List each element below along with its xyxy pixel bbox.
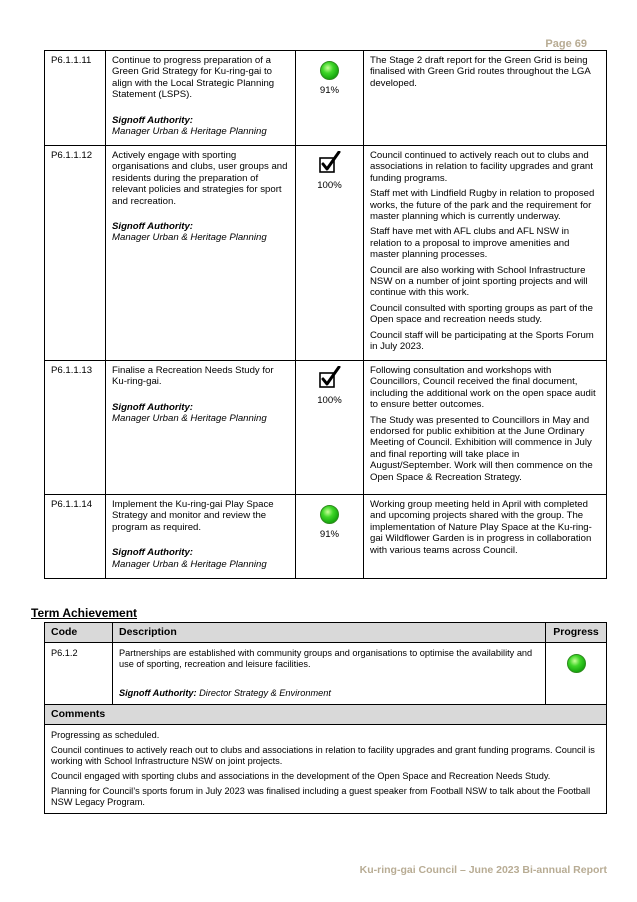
comment-text: Working group meeting held in April with completed and upcoming projects shared with the group. The implementation of Nature Play Space at the Ku-ring-gai Wildflower Garden is in progress in collaboration with various teams across Council. xyxy=(370,499,592,556)
comment-text: Council engaged with sporting clubs and associations in the development of the Open Space and Recreation Needs Study. xyxy=(51,771,551,781)
progress-cell xyxy=(296,361,364,495)
signoff-label: Signoff Authority: xyxy=(112,401,193,413)
table-row xyxy=(45,146,607,361)
comment-text: Staff have met with AFL clubs and AFL NSW in relation to a proposal to improve amenities and master planning processes. xyxy=(370,226,570,261)
column-header-code: Code xyxy=(45,623,113,643)
progress-cell xyxy=(546,643,607,705)
page-number: Page 69 xyxy=(545,38,587,50)
action-code: P6.1.1.13 xyxy=(45,361,106,495)
green-light-icon xyxy=(567,654,586,673)
table-row xyxy=(45,361,607,495)
term-code: P6.1.2 xyxy=(45,643,113,705)
table-row xyxy=(45,51,607,146)
progress-cell xyxy=(296,495,364,579)
comment-text: Following consultation and workshops with Councillors, Council received the final document, including the additional work on the open space audit to ensure better outcomes. xyxy=(370,365,596,411)
action-code: P6.1.1.11 xyxy=(45,51,106,146)
signoff-value: Manager Urban & Heritage Planning xyxy=(112,232,267,244)
comment-text: The Stage 2 draft report for the Green Grid is being finalised with Green Grid routes throughout the LGA developed. xyxy=(370,55,591,89)
action-description-cell xyxy=(106,361,296,495)
signoff-value: Manager Urban & Heritage Planning xyxy=(112,558,267,570)
signoff-label: Signoff Authority: xyxy=(112,114,193,126)
comments-cell xyxy=(45,725,607,814)
comment-text: Planning for Council’s sports forum in July 2023 was finalised including a guest speaker from Football NSW to talk about the Football NSW Legacy Program. xyxy=(51,786,591,807)
term-achievement-heading: Term Achievement xyxy=(31,606,138,620)
progress-percent: 100% xyxy=(317,395,342,407)
comment-text: Council continues to actively reach out to clubs and associations in relation to facility upgrades and grant funding programs. Council is working with School Infrastructure NSW on joint projects. xyxy=(51,745,595,766)
comment-text: Council are also working with School Infrastructure NSW on a number of joint sporting projects and will continue with this work. xyxy=(370,264,588,299)
comment-cell xyxy=(364,495,607,579)
comment-cell xyxy=(364,146,607,361)
comment-text: The Study was presented to Councillors in May and endorsed for public exhibition at the June Ordinary Meeting of Council. Exhibition will commence in July and final reporting will take place in August/September. Work will then commence on the Open Space & Recreation Strategy. xyxy=(370,414,593,483)
progress-cell xyxy=(296,51,364,146)
action-description: Implement the Ku-ring-gai Play Space Strategy and monitor and review the program as required. xyxy=(112,499,274,533)
signoff-label: Signoff Authority: xyxy=(112,547,193,559)
comments-header: Comments xyxy=(45,705,607,725)
column-header-description: Description xyxy=(113,623,546,643)
table-row xyxy=(45,643,607,705)
comment-text: Council staff will be participating at the Sports Forum in July 2023. xyxy=(370,329,594,353)
progress-percent: 91% xyxy=(319,85,340,97)
actions-table xyxy=(44,50,607,579)
term-description-cell xyxy=(113,643,546,705)
term-signoff xyxy=(119,688,539,699)
action-code: P6.1.1.14 xyxy=(45,495,106,579)
signoff-value: Director Strategy & Environment xyxy=(199,688,331,698)
progress-percent: 91% xyxy=(319,529,340,541)
comment-text: Staff met with Lindfield Rugby in relation to proposed works, the future of the park and the requirement for master planning which is currently underway. xyxy=(370,188,595,223)
green-light-icon xyxy=(320,505,339,524)
checkmark-icon xyxy=(318,151,342,175)
report-footer: Ku-ring-gai Council – June 2023 Bi-annual Report xyxy=(359,864,607,876)
action-description-cell xyxy=(106,495,296,579)
action-description: Continue to progress preparation of a Green Grid Strategy for Ku-ring-gai to align with the Local Strategic Planning Statement (LSPS). xyxy=(112,55,275,101)
signoff-value: Manager Urban & Heritage Planning xyxy=(112,126,267,138)
signoff-label: Signoff Authority: xyxy=(119,688,197,698)
action-description: Actively engage with sporting organisations and clubs, user groups and residents during the preparation of relevant policies and strategies for sport and recreation. xyxy=(112,150,288,207)
signoff-value: Manager Urban & Heritage Planning xyxy=(112,413,267,425)
action-description-cell xyxy=(106,146,296,361)
term-achievement-table xyxy=(44,622,607,814)
comment-text: Council consulted with sporting groups as part of the Open space and recreation needs study. xyxy=(370,302,593,326)
column-header-progress: Progress xyxy=(546,623,607,643)
action-description-cell xyxy=(106,51,296,146)
action-description: Finalise a Recreation Needs Study for Ku-ring-gai. xyxy=(112,365,274,388)
progress-cell xyxy=(296,146,364,361)
signoff-label: Signoff Authority: xyxy=(112,221,193,233)
comment-cell xyxy=(364,51,607,146)
table-header-row xyxy=(45,623,607,643)
comment-cell xyxy=(364,361,607,495)
comments-row xyxy=(45,725,607,814)
table-row xyxy=(45,495,607,579)
progress-percent: 100% xyxy=(317,180,342,192)
checkmark-icon xyxy=(318,366,342,390)
green-light-icon xyxy=(320,61,339,80)
comments-header-row xyxy=(45,705,607,725)
action-code: P6.1.1.12 xyxy=(45,146,106,361)
comment-text: Progressing as scheduled. xyxy=(51,730,160,740)
term-description: Partnerships are established with community groups and organisations to optimise the availability and use of sporting, recreation and leisure facilities. xyxy=(119,648,533,669)
comment-text: Council continued to actively reach out to clubs and associations in relation to facility upgrades and grant funding programs. xyxy=(370,150,593,184)
